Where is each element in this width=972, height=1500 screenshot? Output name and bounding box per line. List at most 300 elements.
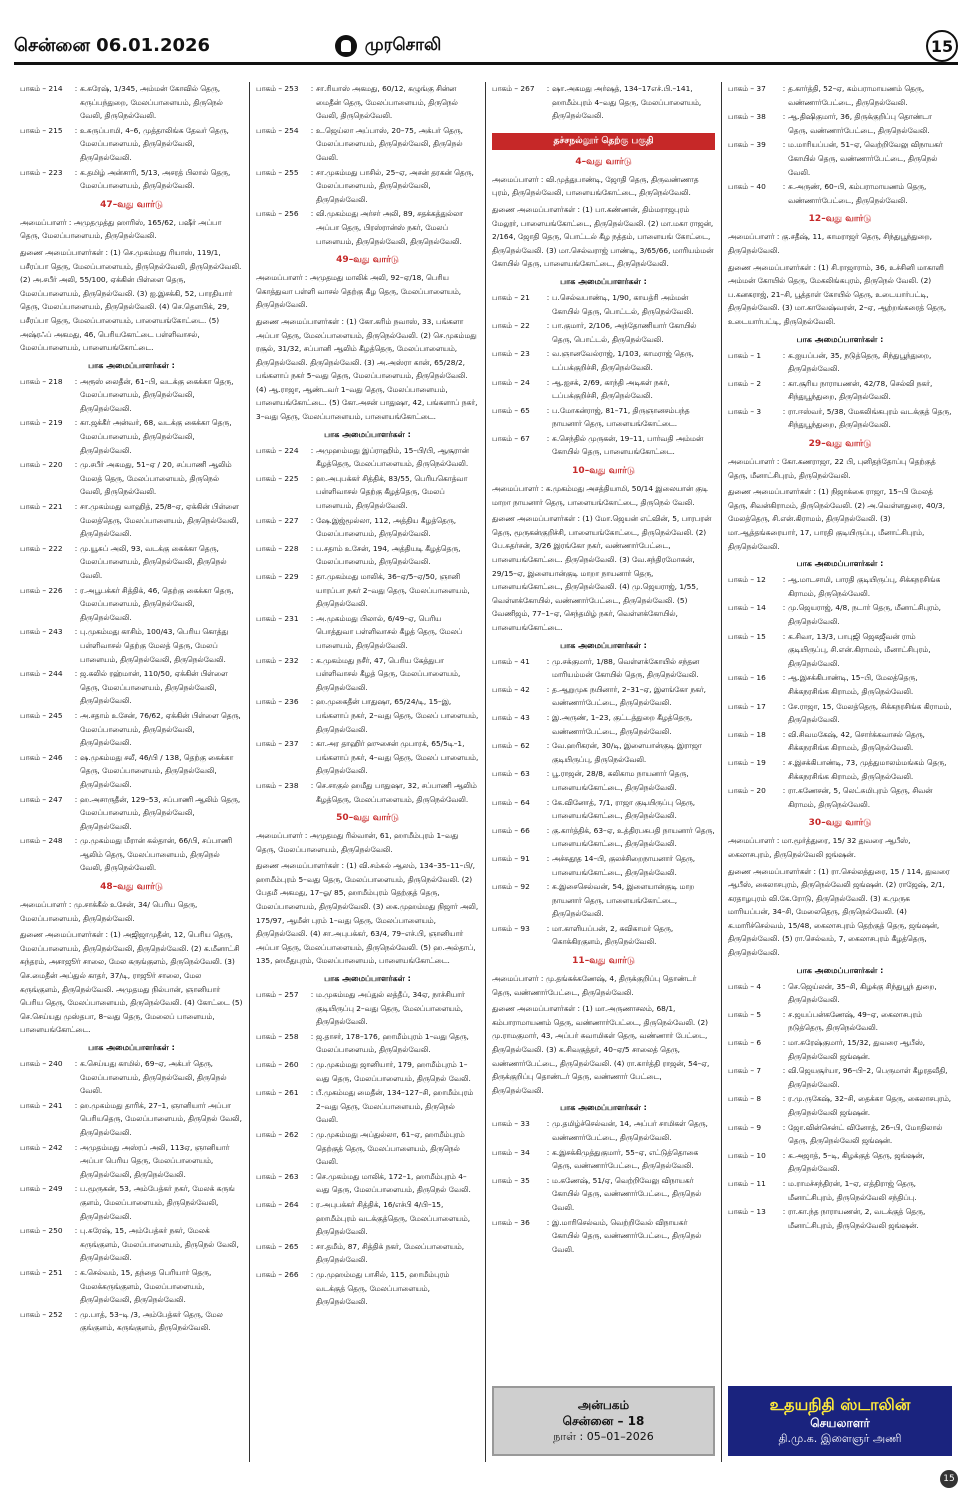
ward-deputies: துணை அமைப்பாளர்கள் : (1) நிஜாக்கை ராஜா, 15–பி மேலத் தெரு, சிவன்கிராமம், திருநெல்வேலி. (2) அ.வெள்ளதுரை, 40/3, மேலத்தெரு, சி.என்.கிராமம், திருநெல்வேலி. (3) மா.ஆத்தங்கரையார், 17, பாரதி குடியிருப்பு, மீனாட்சிபுரம், திருநெல்வேலி. <box>728 487 945 551</box>
separator: : <box>782 631 786 641</box>
booth-number: பாகம் – 91 <box>492 853 530 863</box>
separator: : <box>546 1119 550 1129</box>
separator: : <box>74 1267 78 1277</box>
booth-organizer: பா.குமார், 2/106, அந்தோணியார் கோயில் தெரு, பொட்டல், திருநெல்வேலி. <box>552 321 697 344</box>
booth-organizer: பீ.முகம்மது மைதீன், 134–127–சி, ஹாமீம்புரம் 2–வது தெரு, மேலப்பாளையம், திருநெல் வேலி. <box>316 1088 474 1125</box>
booth-number: பாகம் – 222 <box>20 543 63 553</box>
booth-entry <box>20 500 243 541</box>
booth-organizer: மு.முகம்மது ஜானியார், 179, ஹாமீம்புரம் 1–வது தெரு, மேலப்பாளையம், திருநெல் வேலி. <box>316 1060 471 1083</box>
separator: : <box>310 655 314 665</box>
booth-entry <box>256 570 479 611</box>
booth-entry <box>492 852 715 879</box>
separator: : <box>782 786 786 796</box>
separator: : <box>74 502 78 512</box>
booth-organizer: அமுதம்மது அஸ்ரப் அலி, 113ஏ, ஞானியார் அப்பா பெரிய தெரு, மேலப்பாளையம், திருநெல்வேலி, திருநெல்வேலி. <box>80 1142 230 1179</box>
booth-entry <box>20 166 243 193</box>
booth-entry <box>492 767 715 794</box>
booth-entry <box>728 630 952 671</box>
booth-entry <box>256 472 479 513</box>
booth-number: பாகம் – 17 <box>728 701 766 711</box>
booth-organizer: ஜ.கலில் ரஹ்மான், 110/50, ஏக்கின் பிள்ளை தெரு, மேலப்பாளையம், திருநெல்வேலி, திருநெல்வேலி. <box>80 669 228 706</box>
box-line-2: செயலாளர் <box>810 1416 870 1430</box>
booth-organizer: சு.செந்தில் முருகன், 19–11, பார்வதி அம்மன் கோயில் தெரு, பாளையங்கோட்டை. <box>552 433 704 457</box>
booth-entry <box>728 138 952 179</box>
booth-organizer: மு.சபீர் அகமது, 51–ஏ / 20, சப்பாணி ஆலிம் மேலத் தெரு, மேலப்பாளையம், திருநெல் வேலி, திருநெல்வேலி. <box>80 460 232 497</box>
booth-number: பாகம் – 23 <box>492 349 530 359</box>
booth-entry <box>20 625 243 666</box>
separator: : <box>74 1059 78 1068</box>
booth-organizer: மு.முகம்மது மீரான் கல்தான், 66/பி, சப்பாணி ஆலிம் தெரு, மேலப்பாளையம், திருநெல் வேலி, திருநெல்வேலி. <box>80 836 232 873</box>
ward-heading: 48–வது வார்டு <box>100 882 163 893</box>
booth-number: பாகம் – 266 <box>256 1269 299 1279</box>
booth-number: பாகம் – 63 <box>492 769 530 779</box>
separator: : <box>546 923 550 933</box>
booth-organizer: பு.முகம்மது காசிம், 100/43, பெரிய கொத்து பள்ளிவாசல் தெற்கு மேலத் தெரு, மேலப் பாளையம், திருநெல்வேலி, திருநெல்வேலி. <box>80 627 228 664</box>
booth-entry <box>20 416 243 457</box>
booth-entry <box>492 1146 715 1173</box>
booth-organizer: ர.மு.ருகேஷ், 32–சி, தைக்கா தெரு, கைலாசபுரம், திருநெல்வேலி ஜங்ஷன். <box>788 1094 952 1117</box>
booth-organizer: உசுருப்பாமி, 4–6, முத்தாலிங்க தேவர் தெரு, மேலப்பாளையம், திருநெல்வேலி, திருநெல்வேலி. <box>80 125 229 162</box>
booth-entry <box>20 1224 243 1265</box>
booth-number: பாகம் – 252 <box>20 1309 63 1319</box>
booth-entry <box>492 922 715 949</box>
ward-deputies: துணை அமைப்பாளர்கள் : (1) அஜிஜாமுதீன், 12, பெரிய தெரு, மேலப்பாளையம், திருநெல்வேலி, திருநெல்வேலி. (2) க.மீனாட்சி சுந்தரம், அசாஜூர் சாலை, மேல கருங்குளம், திருநெல்வேலி. (3) செ.மைதீன் அப்துல் காதர், 37/டி, ராஜூர் சாலை, மேல கருங்குளம், திருநெல்வேலி. அமுதமது நில்பான், ஞானியார் பெரிய தெரு, மேலப்பாளையம், திருநெல்வேலி. (4) கோட்டை (5) செ.செய்யது முஸ்தபா, 8–வது தெரு, மேலைப் பாளையம், பாளையங்கோட்டை. <box>20 930 243 1035</box>
booth-number: பாகம் – 224 <box>256 445 299 455</box>
signature-box <box>492 1386 715 1456</box>
booth-entry <box>20 124 243 165</box>
booth-entry <box>256 1086 479 1127</box>
booth-entry <box>492 796 715 823</box>
booth-entry <box>256 1170 479 1197</box>
booth-organizer: ப.மோகன்ராஜ், 81–71, திருஞானசம்பந்த நாயனார் தெரு, பாளையங்கோட்டை. <box>552 405 690 429</box>
ward-organizer: அமைப்பாளர் : கோ.கணராஜா, 22 பி, புனிதந்தோப்பு தெற்குத் தெரு, மீனாட்சிபுரம், திருநெல்வேலி. <box>728 457 936 480</box>
booth-entry <box>20 542 243 583</box>
separator: : <box>782 1178 786 1188</box>
booth-number: பாகம் – 41 <box>492 656 530 666</box>
booth-number: பாகம் – 247 <box>20 794 63 804</box>
booth-number: பாகம் – 223 <box>20 167 63 177</box>
booth-organizer: மா.காளியப்பன், 2, கவிகாமர் தெரு, கொக்கிரகுளம், திருநெல்வேலி. <box>552 923 674 947</box>
ward-organizer: அமைப்பாளர் : க.முகம்மது அசத்தியாமி, 50/14 இலையான் குடி மாறா நாயனார் தெரு, பாளையங்கோட்டை, திருநெல் வேலி. <box>492 484 708 507</box>
separator: : <box>546 349 550 359</box>
separator: : <box>782 406 786 416</box>
booth-number: பாகம் – 258 <box>256 1031 299 1041</box>
separator: : <box>782 1150 786 1160</box>
separator: : <box>310 739 314 749</box>
ward-deputies: துணை அமைப்பாளர்கள் : (1) சி.ராஜாராம், 36, உச்சினி மாகாளி அம்மன் கோயில் தெரு, மேகலிங்கபுரம், திருநெல் வேலி. (2) ப.கனகராஜ், 21–சி, பூத்தாள் கோயில் தெரு, உடையார்பட்டி, திருநெல்வேலி. (3) மா.காவேஷ்வரன், 2–ஏ, ஆற்றங்கரைத் தெரு, உடையார்பட்டி, திருநெல்வேலி. <box>728 262 947 326</box>
booth-number: பாகம் – 238 <box>256 780 299 790</box>
booth-organizer: வே.ஹரிகரன், 30/டி, இளையான்குடி இராஜா குடியிருப்பு, திருநெல்வேலி. <box>552 741 702 764</box>
separator: : <box>74 1184 78 1194</box>
ward-heading: 4–வது வார்டு <box>575 156 632 167</box>
ward-heading: 11–வது வார்டு <box>572 956 635 967</box>
booth-number: பாகம் – 14 <box>728 603 766 613</box>
separator: : <box>546 656 550 666</box>
booth-number: பாகம் – 3 <box>728 406 762 416</box>
booth-entry <box>20 709 243 750</box>
booth-number: பாகம் – 5 <box>728 1009 762 1019</box>
booth-organizer: அரூஸ் லைதீன், 61–பி, வடக்கு கைக்கா தெரு, மேலப்பாளையம், திருநெல்வேலி, திருநெல்வேலி. <box>80 376 234 413</box>
booth-number: பாகம் – 263 <box>256 1171 299 1181</box>
booth-organizer: அச்சுதூத 14–பி, குலச்சிறைநாயனார் தெரு, பாளையங்கோட்டை, திருநெல்வேலி. <box>552 853 696 877</box>
separator: : <box>782 575 786 585</box>
booth-entry <box>256 1030 479 1057</box>
booth-number: பாகம் – 15 <box>728 631 766 641</box>
booth-entry <box>728 1177 952 1204</box>
booth-organizer: அ.முகம்மது பிலால், 6/49–ஏ, பெரிய பொத்துவா பள்ளிவாசல் கீழத் தெரு, மேலப் பாளையம், திருநெல்வேலி. <box>316 613 463 650</box>
separator: : <box>546 405 550 415</box>
booth-number: பாகம் – 37 <box>728 84 766 93</box>
booth-organizer: பூ.ராஜன், 28/8, கலிகாம நாயனார் தெரு, பாளையங்கோட்டை, திருநெல்வேலி. <box>552 769 689 792</box>
booth-entry <box>20 375 243 416</box>
box-line-3: தி.மு.க. இளைஞர் அணி <box>778 1432 902 1445</box>
booth-number: பாகம் – 240 <box>20 1059 63 1068</box>
booth-number: பாகம் – 241 <box>20 1100 63 1110</box>
booth-number: பாகம் – 265 <box>256 1241 299 1251</box>
booth-organizer: க.செல்வம், 15, தந்தை பெரியார் தெரு, மேலக்கருங்குளம், மேலப்பாளையம், திருநெல்வேலி, திருநெல்வேலி. <box>80 1267 212 1305</box>
booth-entry <box>728 784 952 811</box>
ward-deputies: துணை அமைப்பாளர்கள் : (1) மோ.ஜெயன் எட்வின், 5, பாரபரன் தெரு, மூருகன்குறிச்சி, பாளையங்கோட்டை, திருநெல்வேலி. (2) பே.சுதர்சன், 3/26 இரங்கோ நகர், வண்ணார்பேட்டை, பாளையங்கோட்டை. திருநெல்வேலி. (3) வே.சந்திரமோகன், 29/15–ஏ, இளையான்குடி மாறா நாயனார் தெரு, பாளையங்கோட்டை, திருநெல்வேலி. (4) மு.ஜெயராஜ், 1/55, வெள்ளக்கோயில், வண்ணார்பேட்டை, திருநெல்வேலி. (5) வேணிஜம், 77–1–ஏ, செந்தமிழ் நகர், வெள்ளக்கோயில், பாளையங்கோட்டை. <box>492 514 712 632</box>
booth-organizer: அமுஹம்மது இப்ராஹிம், 15–பி/பி, ஆசூரான் கீழத்தெரு, மேலப்பாளையம், திருநெல்வேலி. <box>316 445 469 469</box>
separator: : <box>546 853 550 863</box>
booth-entry <box>492 404 715 431</box>
separator: : <box>74 669 78 679</box>
booth-organizer: அ.சதாம் உசேன், 76/62, ஏக்கின் பிள்ளை தெரு, மேலப்பாளையம், திருநெல்வேலி, திருநெல்வேலி. <box>80 710 241 748</box>
booth-organizer: ஜோ.வின்சென்ட் வினோத், 26–பி, மோதிலால் தெரு, திருநெல்வேலி ஜங்ஷன். <box>788 1122 943 1146</box>
box-line-1: உதயநிதி ஸ்டாலின் <box>769 1395 911 1414</box>
separator: : <box>546 321 550 331</box>
booth-number: பாகம் – 43 <box>492 712 530 722</box>
booth-entry <box>492 880 715 921</box>
separator: : <box>782 1207 786 1217</box>
booth-organizer: மு.தமிழ்ச்செல்வன், 14, அப்பர் சாமிகள் தெரு, வண்ணார்பேட்டை, திருநெல்வேலி. <box>552 1119 708 1142</box>
ward-organizer: அமைப்பாளர் : அமுதமது ரில்வான், 61, ஹாமீம்புரம் 1–வது தெரு, மேலப்பாளையம், திருநெல்வேலி. <box>256 831 459 854</box>
booth-subheading: பாக அமைப்பாளர்கள் : <box>88 360 175 370</box>
booth-number: பாகம் – 251 <box>20 1267 63 1277</box>
booth-entry <box>20 1182 243 1223</box>
separator: : <box>310 1171 314 1181</box>
booth-organizer: சா.முகம்மது பாசில், 25–ஏ, அசன் தரகன் தெரு, மேலப்பாளையம், திருநெல்வேலி, திருநெல்வேலி. <box>316 167 474 204</box>
booth-number: பாகம் – 40 <box>728 182 766 192</box>
separator: : <box>546 433 550 443</box>
separator: : <box>74 376 78 386</box>
booth-organizer: ஆ.மாடசாமி, பாரதி குடியிருப்பு, சிக்கநரசிங்க கிராமம், திருநெல்வேலி. <box>788 575 941 598</box>
paper-title <box>335 35 442 57</box>
booth-number: பாகம் – 257 <box>256 990 299 1000</box>
ward-deputies: துணை அமைப்பாளர்கள் : (1) வி.சம்சுல் ஆலம், 134–35–11–பி/, ஹாமீம்புரம் 5–வது தெரு, மேலப்பாளையம், திருநெல்வேலி. (2) பேதமீ அகமது, 17–ஓ/ 85, ஹாமீம்புரம் தெற்குத் தெரு, மேலப்பாளையம், திருநெல்வேலி. (3) கை.முஹம்மது நிஜார் அலி, 175/97, ஆமீன் புரம் 1–வது தெரு, மேலப்பாளையம், திருநெல்வேலி. (4) சா.அபுபக்கர், 63/4, 79–எச்.பி, ஞானியார் அப்பா தெரு, மேலப்பாளையம், திருநெல்வேலி. (5) ஹ.அல்தாப், 135, ஹமீதுபுரம், மேலப்பாளையம், பாளையங்கோட்டை. <box>256 861 479 966</box>
footer-page-number: 15 <box>940 1470 958 1488</box>
booth-number: பாகம் – 36 <box>492 1217 530 1227</box>
booth-entry <box>256 444 479 471</box>
booth-subheading: பாக அமைப்பாளர்கள் : <box>324 429 411 439</box>
booth-entry <box>20 1099 243 1140</box>
booth-number: பாகம் – 218 <box>20 376 63 386</box>
booth-organizer: சு.இசைசெல்வன், 54, இளையான்குடி மாற நாயனார் தெரு, பாளையங்கோட்டை, திருநெல்வேலி. <box>552 882 695 919</box>
column-2 <box>250 82 486 1462</box>
booth-organizer: ர.அபூபக்கர் சித்திக், 46, தெற்கு கைக்கா தெரு, மேலப்பாளையம், திருநெல்வேலி, திருநெல்வேலி. <box>80 585 234 622</box>
separator: : <box>782 84 786 93</box>
booth-entry <box>728 601 952 628</box>
booth-entry <box>728 82 952 109</box>
booth-number: பாகம் – 237 <box>256 739 299 749</box>
booth-number: பாகம் – 10 <box>728 1150 766 1160</box>
booth-number: பாகம் – 256 <box>256 209 299 219</box>
column-4 <box>722 82 958 1462</box>
separator: : <box>546 769 550 779</box>
booth-number: பாகம் – 65 <box>492 405 530 415</box>
booth-entry <box>20 82 243 123</box>
separator: : <box>546 1175 550 1185</box>
separator: : <box>546 292 550 302</box>
separator: : <box>74 84 78 93</box>
booth-number: பாகம் – 42 <box>492 684 530 694</box>
booth-subheading: பாக அமைப்பாளர்கள் : <box>796 965 884 975</box>
booth-organizer: ஹ.அசாருதீன், 129–53, சப்பாணி ஆலிம் தெரு, மேலப்பாளையம், திருநெல்வேலி, திருநெல்வேலி. <box>80 794 241 831</box>
booth-number: பாகம் – 253 <box>256 84 299 93</box>
separator: : <box>546 741 550 751</box>
booth-organizer: ஆ.திஷிகுமார், 36, திருக்குறிப்பு தொண்டா தெரு, வண்ணார்பேட்டை, திருநெல்வேலி. <box>788 112 932 135</box>
separator: : <box>782 182 786 192</box>
booth-organizer: க.முகம்மது நசீர், 47, பெரிய கேத்துபா பள்ளிவாசல் கீழத் தெரு, மேலப்பாளையம், திருநெல்வேலி. <box>316 655 461 692</box>
separator: : <box>546 684 550 694</box>
separator: : <box>310 515 314 525</box>
booth-entry <box>728 1205 952 1232</box>
booth-organizer: சா.முகம்மது வாஹித், 25/8–ஏ, ஏக்கின் பிள்ளை மேலத்தெரு, மேலப்பாளையம், திருநெல்வேலி, திருநெல்வேலி. <box>80 502 239 539</box>
separator: : <box>310 1129 314 1139</box>
booth-subheading: பாக அமைப்பாளர்கள் : <box>560 1103 647 1113</box>
booth-entry <box>256 514 479 541</box>
booth-subheading: பாக அமைப்பாளர்கள் : <box>560 276 647 286</box>
booth-number: பாகம் – 4 <box>728 981 762 991</box>
booth-organizer: செ.முகம்மது மாலிக், 172–1, ஹாமீம்புரம் 4–வது தெரு, மேலப்பாளையம், திருநெல் வேலி. <box>316 1171 471 1195</box>
booth-organizer: தா.முகம்மது மாலிக், 36–ஏ/5–ஏ/50, ஞானி யாரப்பா நகர் 2–வது தெரு, மேலப்பாளையம், திருநெல்வேலி. <box>316 572 470 609</box>
separator: : <box>782 1009 786 1019</box>
booth-number: பாகம் – 243 <box>20 627 63 637</box>
separator: : <box>74 1226 78 1236</box>
separator: : <box>310 84 314 93</box>
booth-organizer: ப.சதாம் உசேன், 194, அத்தியடி கீழத்தெரு, மேலப்பாளையம், திருநெல்வேலி. <box>316 543 461 567</box>
booth-entry <box>728 700 952 727</box>
booth-entry <box>728 980 952 1007</box>
booth-number: பாகம் – 250 <box>20 1226 63 1236</box>
booth-number: பாகம் – 64 <box>492 797 530 807</box>
separator: : <box>74 710 78 720</box>
booth-number: பாகம் – 19 <box>728 757 766 767</box>
booth-number: பாகம் – 245 <box>20 710 63 720</box>
separator: : <box>782 140 786 150</box>
booth-organizer: இ.அருண், 1–23, குட்டத்துறை கீழத்தெரு, வண்ணார்பேட்டை, திருநெல்வேலி. <box>552 712 693 736</box>
ward-organizer: அமைப்பாளர் : அமுதமது மாலிக் அலி, 92–ஏ/18, பெரிய கொத்துவா பள்ளி வாசல் தெற்கு கீழ தெரு, மேலப்பாளையம், திருநெல்வேலி. <box>256 273 462 310</box>
booth-entry <box>492 1174 715 1215</box>
booth-subheading: பாக அமைப்பாளர்கள் : <box>324 974 411 984</box>
booth-entry <box>256 695 479 736</box>
separator: : <box>74 167 78 177</box>
booth-entry <box>256 988 479 1029</box>
booth-organizer: ம.கணேஷ், 51/ஏ, வெற்றிவேலு விநாயகர் கோயில் தெரு, வண்ணார்பேட்டை, திருநெல் வேலி. <box>552 1175 702 1212</box>
booth-number: பாகம் – 227 <box>256 515 299 525</box>
separator: : <box>310 445 314 455</box>
booth-organizer: க.அஜாத், 5–டி, கிழக்குத் தெரு, ஜங்ஷன், திருநெல்வேலி. <box>788 1150 925 1174</box>
booth-organizer: ம.முகம்மது அப்துல் லத்தீப், 34ஏ, நாச்சியார் குடியிருப்பு 2–வது தெரு, மேலப்பாளையம், திருநெல்வேலி. <box>316 990 465 1027</box>
booth-entry <box>728 756 952 783</box>
separator: : <box>310 697 314 707</box>
booth-organizer: ஹ.அபுபக்கர் சித்திக், 83/55, பெரியகொத்வா பள்ளிவாசல் தெற்கு கீழத்தெரு, மேலப் பாளையம், திருநெல்வேலி. <box>316 473 468 511</box>
separator: : <box>782 378 786 388</box>
booth-organizer: செ.ஜெய்லன், 35–சி, கிழக்கு சிந்துபூந் துறை, திருநெல்வேலி. <box>788 981 937 1005</box>
booth-organizer: சு.அருண், 60–பி, கம்பராமாயணம் தெரு, வண்ணார்பேட்டை, திருநெல்வேலி. <box>788 182 927 205</box>
booth-subheading: பாக அமைப்பாளர்கள் : <box>88 1043 175 1052</box>
box-line-2: சென்னை – 18 <box>562 1413 645 1428</box>
booth-entry <box>256 779 479 806</box>
booth-number: பாகம் – 92 <box>492 882 530 892</box>
booth-organizer: சா.ரியாஸ் அகமது, 60/12, கழுங்கு சின்ன மைதீன் தெரு, மேலப்பாளையம், திருநெல் வேலி, திருநெல்வேலி. <box>316 84 458 121</box>
separator: : <box>546 712 550 722</box>
booth-entry <box>256 1198 479 1239</box>
booth-entry <box>256 82 479 123</box>
booth-entry <box>492 347 715 374</box>
booth-number: பாகம் – 228 <box>256 543 299 553</box>
separator: : <box>74 627 78 637</box>
booth-entry <box>492 376 715 403</box>
ward-heading: 49–வது வார்டு <box>336 255 399 266</box>
booth-number: பாகம் – 261 <box>256 1088 299 1098</box>
ward-heading: 50–வது வார்டு <box>336 813 399 824</box>
booth-entry <box>492 683 715 710</box>
booth-number: பாகம் – 22 <box>492 321 530 331</box>
booth-number: பாகம் – 12 <box>728 575 766 585</box>
booth-organizer: ஹ.முகம்மது தாரிக், 27–1, ஞானியார் அப்பா பெரியதெரு, மேலப்பாளையம், திருநெல் வேலி, திருநெல்வேலி. <box>80 1100 242 1137</box>
booth-organizer: த.ஆறுமுக நயினார், 2–31–ஏ, இளங்கோ நகர், வண்ணார்பேட்டை, திருநெல்வேலி. <box>552 684 707 708</box>
booth-number: பாகம் – 2 <box>728 378 762 388</box>
booth-organizer: ப.செல்வபாண்டி, 1/90, காயத்ரி அம்மன் கோயில் தெரு, பொட்டல், திருநெல்வேலி. <box>552 292 694 316</box>
separator: : <box>310 1088 314 1098</box>
booth-entry <box>492 824 715 851</box>
booth-organizer: சே.ராஜா, 15, மேலத்தெரு, சிக்கநரசிங்க கிராமம், திருநெல்வேலி. <box>788 701 952 725</box>
booth-number: பாகம் – 264 <box>256 1199 299 1209</box>
booth-organizer: சா.தமீம், 87, சித்திக் நகர், மேலப்பாளையம், திருநெல்வேலி. <box>316 1241 465 1265</box>
booth-entry <box>728 1092 952 1119</box>
ward-heading: 12–வது வார்டு <box>808 214 872 225</box>
separator: : <box>310 572 314 581</box>
booth-organizer: ரா.கா.ந்த நாராயணன், 2, வடக்குத் தெரு, மீனாட்சிபுரம், திருநெல்வேலி ஜங்ஷன். <box>788 1207 926 1230</box>
separator: : <box>546 1217 550 1227</box>
separator: : <box>310 780 314 790</box>
booth-entry <box>492 739 715 766</box>
booth-entry <box>492 1117 715 1144</box>
booth-number: பாகம் – 260 <box>256 1060 299 1069</box>
booth-entry <box>20 667 243 708</box>
booth-organizer: ச.இசக்கிபாண்டி, 73, முத்துமாலம்மங்கம் தெரு, சிக்கநரசிங்க கிராமம், திருநெல்வேலி. <box>788 757 947 781</box>
booth-entry <box>20 1308 243 1335</box>
booth-entry <box>20 1266 243 1307</box>
signature-box <box>728 1386 952 1456</box>
separator: : <box>310 209 314 219</box>
booth-entry <box>256 654 479 695</box>
booth-entry <box>256 542 479 569</box>
booth-entry <box>492 82 715 123</box>
booth-number: பாகம் – 7 <box>728 1066 762 1076</box>
booth-organizer: கே.வினோத், 7/1, ராஜா குடியிருப்பு தெரு, பாளையங்கோட்டை, திருநெல்வேலி. <box>552 797 696 821</box>
separator: : <box>782 350 786 360</box>
booth-number: பாகம் – 34 <box>492 1147 530 1157</box>
booth-entry <box>728 728 952 755</box>
separator: : <box>74 418 78 428</box>
box-line-3: நாள் : 05–01–2026 <box>553 1429 654 1443</box>
booth-organizer: கா.சூரிய நாராயணன், 42/78, செல்வி நகர், சிந்துபூந்துறை, திருநெல்வேலி. <box>788 378 933 402</box>
separator: : <box>546 1147 550 1157</box>
booth-number: பாகம் – 67 <box>492 433 530 443</box>
booth-entry <box>256 124 479 165</box>
booth-organizer: வ.ஞானவேல்ராஜ், 1/103, காமராஜ் தெரு, டப்பக்குறிச்சி, திருநெல்வேலி. <box>552 349 694 372</box>
booth-entry <box>728 1036 952 1063</box>
ward-deputies: துணை அமைப்பாளர்கள் : (1) ரா.செல்லத்துரை, 15 / 114, துவரை ஆபீஸ், கைலாசபுரம், திருநெல்வேலி ஜங்ஷன். (2) ராஜேஷ், 2/1, கரதாழபுரம் வி.கே.ரோடு, திருநெல்வேலி. (3) க.முருக மாரியப்பன், 34–சி, மேலைதெரு, திருநெல்வேலி. (4) க.மாரிச்செல்வம், 15/48, கைலாசபுரம் தெற்குத் தெரு, ஜங்ஷன், திருநெல்வேலி. (5) ரா.செல்வம், 7, கைலாசபுரம் கீழத்தெரு, திருநெல்வேலி. <box>728 866 950 958</box>
booth-number: பாகம் – 236 <box>256 697 299 707</box>
booth-organizer: க.சுரேஷ், 1/345, அம்மன் கோவில் தெரு, கருப்பந்துறை, மேலப்பாளையம், திருநெல் வேலி, திருநெல்வேலி. <box>80 84 223 121</box>
booth-number: பாகம் – 255 <box>256 167 299 177</box>
ward-organizer: அமைப்பாளர் : அமுதமுத்து ஹாரிஸ், 165/62, பஷீர் அப்பா தெரு, மேலப்பாளையம், திருநெல்வேலி. <box>20 217 222 241</box>
booth-organizer: பு.சுரேஷ், 15, அம்பேத்கர் நகர், மேலக் கருங்குளம், மேலப்பாளையம், திருநெல் வேலி, திருநெல்வேலி. <box>80 1226 239 1263</box>
booth-number: பாகம் – 35 <box>492 1175 530 1185</box>
booth-number: பாகம் – 62 <box>492 741 530 751</box>
ward-heading: 29–வது வார்டு <box>808 439 872 450</box>
booth-organizer: ம.ராமச்சந்திரன், 1–ஏ, எத்திராஜ் தெரு, மீனாட்சிபுரம், திருநெல்வேலி சந்திப்பு. <box>788 1178 917 1202</box>
separator: : <box>74 794 78 804</box>
booth-organizer: மு.ஜெயராஜ், 4/8, நடார் தெரு, மீனாட்சிபுரம், திருநெல்வேலி. <box>788 603 942 626</box>
booth-number: பாகம் – 9 <box>728 1122 762 1132</box>
booth-entry <box>492 655 715 682</box>
separator: : <box>74 752 78 762</box>
ward-organizer: அமைப்பாளர் : மு.சாக்கீல் உசேன், 34/ பெரிய தெரு, மேலப்பாளையம், திருநெல்வேலி. <box>20 900 198 923</box>
booth-organizer: மு.முகம்மது அப்துல்லா, 61–ஏ, ஹாமீம்புரம் தெற்குத் தெரு, மேலப்பாளையம், திருநெல் வேலி. <box>316 1129 465 1167</box>
booth-organizer: வி.முகம்மது அர்சர் அலி, 89, சதக்கத்துல்லா அப்பா தெரு, பிரஸ்ரான்ஸ் நகர், மேலப் பாளையம், திருநெல்வேலி, திருநெல்வேலி. <box>316 209 463 246</box>
booth-number: பாகம் – 16 <box>728 673 766 683</box>
dateline: சென்னை 06.01.2026 <box>14 34 211 56</box>
separator: : <box>310 1060 314 1069</box>
column-1 <box>14 82 250 1462</box>
booth-organizer: ரா.ஈஸ்வர், 5/38, மேகலிங்கபுரம் வடக்குத் தெரு, சிந்துபூந்துறை, திருநெல்வேலி. <box>788 406 952 430</box>
booth-organizer: வி.சிவமகேஷ், 42, சொர்க்கவாசல் தெரு, சிக்கநரசிங்க கிராமம், திருநெல்வேலி. <box>788 729 925 753</box>
separator: : <box>74 125 78 135</box>
separator: : <box>74 1309 78 1319</box>
booth-entry <box>20 751 243 792</box>
booth-entry <box>20 1141 243 1182</box>
booth-entry <box>256 1058 479 1085</box>
booth-subheading: பாக அமைப்பாளர்கள் : <box>796 334 884 344</box>
booth-organizer: க.செய்யது காமில், 69–ஏ, அக்பர் தெரு, மேலப்பாளையம், திருநெல்வேலி, திருநெல் வேலி. <box>80 1059 227 1096</box>
booth-entry <box>256 207 479 248</box>
booth-organizer: ர.அபுபக்கர் சித்திக், 16/எச்பி 4/பி–15, ஹாமீம்புரம் வடக்குத்தெரு, மேலப்பாளையம், திருநெல்வேலி. <box>316 1199 471 1237</box>
booth-entry <box>492 291 715 318</box>
booth-entry <box>256 1128 479 1169</box>
booth-organizer: ரா.கணேசன், 5, லெட்சுமிபுரம் தெரு, சிவன் கிராமம், திருநெல்வேலி. <box>788 786 933 809</box>
booth-entry <box>728 671 952 698</box>
separator: : <box>310 990 314 1000</box>
separator: : <box>546 825 550 835</box>
booth-organizer: ஷே.இஜ்மூல்லா, 112, அத்திய கீழத்தெரு, மேலப்பாளையம், திருநெல்வேலி. <box>316 515 457 539</box>
booth-organizer: மு.முஹம்மது பாசில், 115, ஹாமீம்புரம் வடக்குத் தெரு, மேலப்பாளையம், திருநெல்வேலி. <box>316 1269 450 1307</box>
booth-number: பாகம் – 254 <box>256 125 299 135</box>
booth-entry <box>492 319 715 346</box>
booth-number: பாகம் – 214 <box>20 84 63 93</box>
separator: : <box>782 673 786 683</box>
booth-organizer: ஹ.முகைதீன் பாதுஷா, 65/24/டி, 15–இ, பங்களாப் நகர், 2–வது தெரு, மேலப் பாளையம், திருநெல்வேலி. <box>316 697 479 734</box>
booth-organizer: க.ஐயப்பன், 35, நடுத்தெரு, சிந்துபூந்துறை, திருநெல்வேலி. <box>788 350 932 374</box>
booth-number: பாகம் – 221 <box>20 502 63 512</box>
booth-number: பாகம் – 39 <box>728 140 766 150</box>
ward-deputies: துணை அமைப்பாளர்கள் : (1) கோ.கரிம் நவாஸ், 33, பங்களா அப்பா தெரு, மேலப்பாளையம், திருநெல்வேலி. (2) செ.முகம்மது ரசூல், 31/32, சப்பானி ஆலிம் கீழத்தெரு, மேலப்பாளையம், திருநெல்வேலி. திருநெல்வேலி. (3) அ.அஸ்ரா கான், 65/28/2, பங்களாப் நகர் 5–வது தெரு, மேலப்பாளையம், திருநெல்வேலி. (4) ஆ.ராஜா, ஆண்டவர் 1–வது தெரு, மேலப்பாளையம், பாளையங்கோட்டை. (5) கோ.அசன் பாதுஷா, 42, பங்களாப் நகர், 3–வது தெரு, மேலப்பாளையம், பாளையங்கோட்டை. <box>256 316 478 422</box>
area-heading: தச்சநல்லூர் தெற்கு பகுதி <box>492 133 715 150</box>
ward-organizer: அமைப்பாளர் : கு.சதீஷ், 11, காமராஜர் தெரு, சிந்துபூந்துறை, திருநெல்வேலி. <box>728 232 933 255</box>
